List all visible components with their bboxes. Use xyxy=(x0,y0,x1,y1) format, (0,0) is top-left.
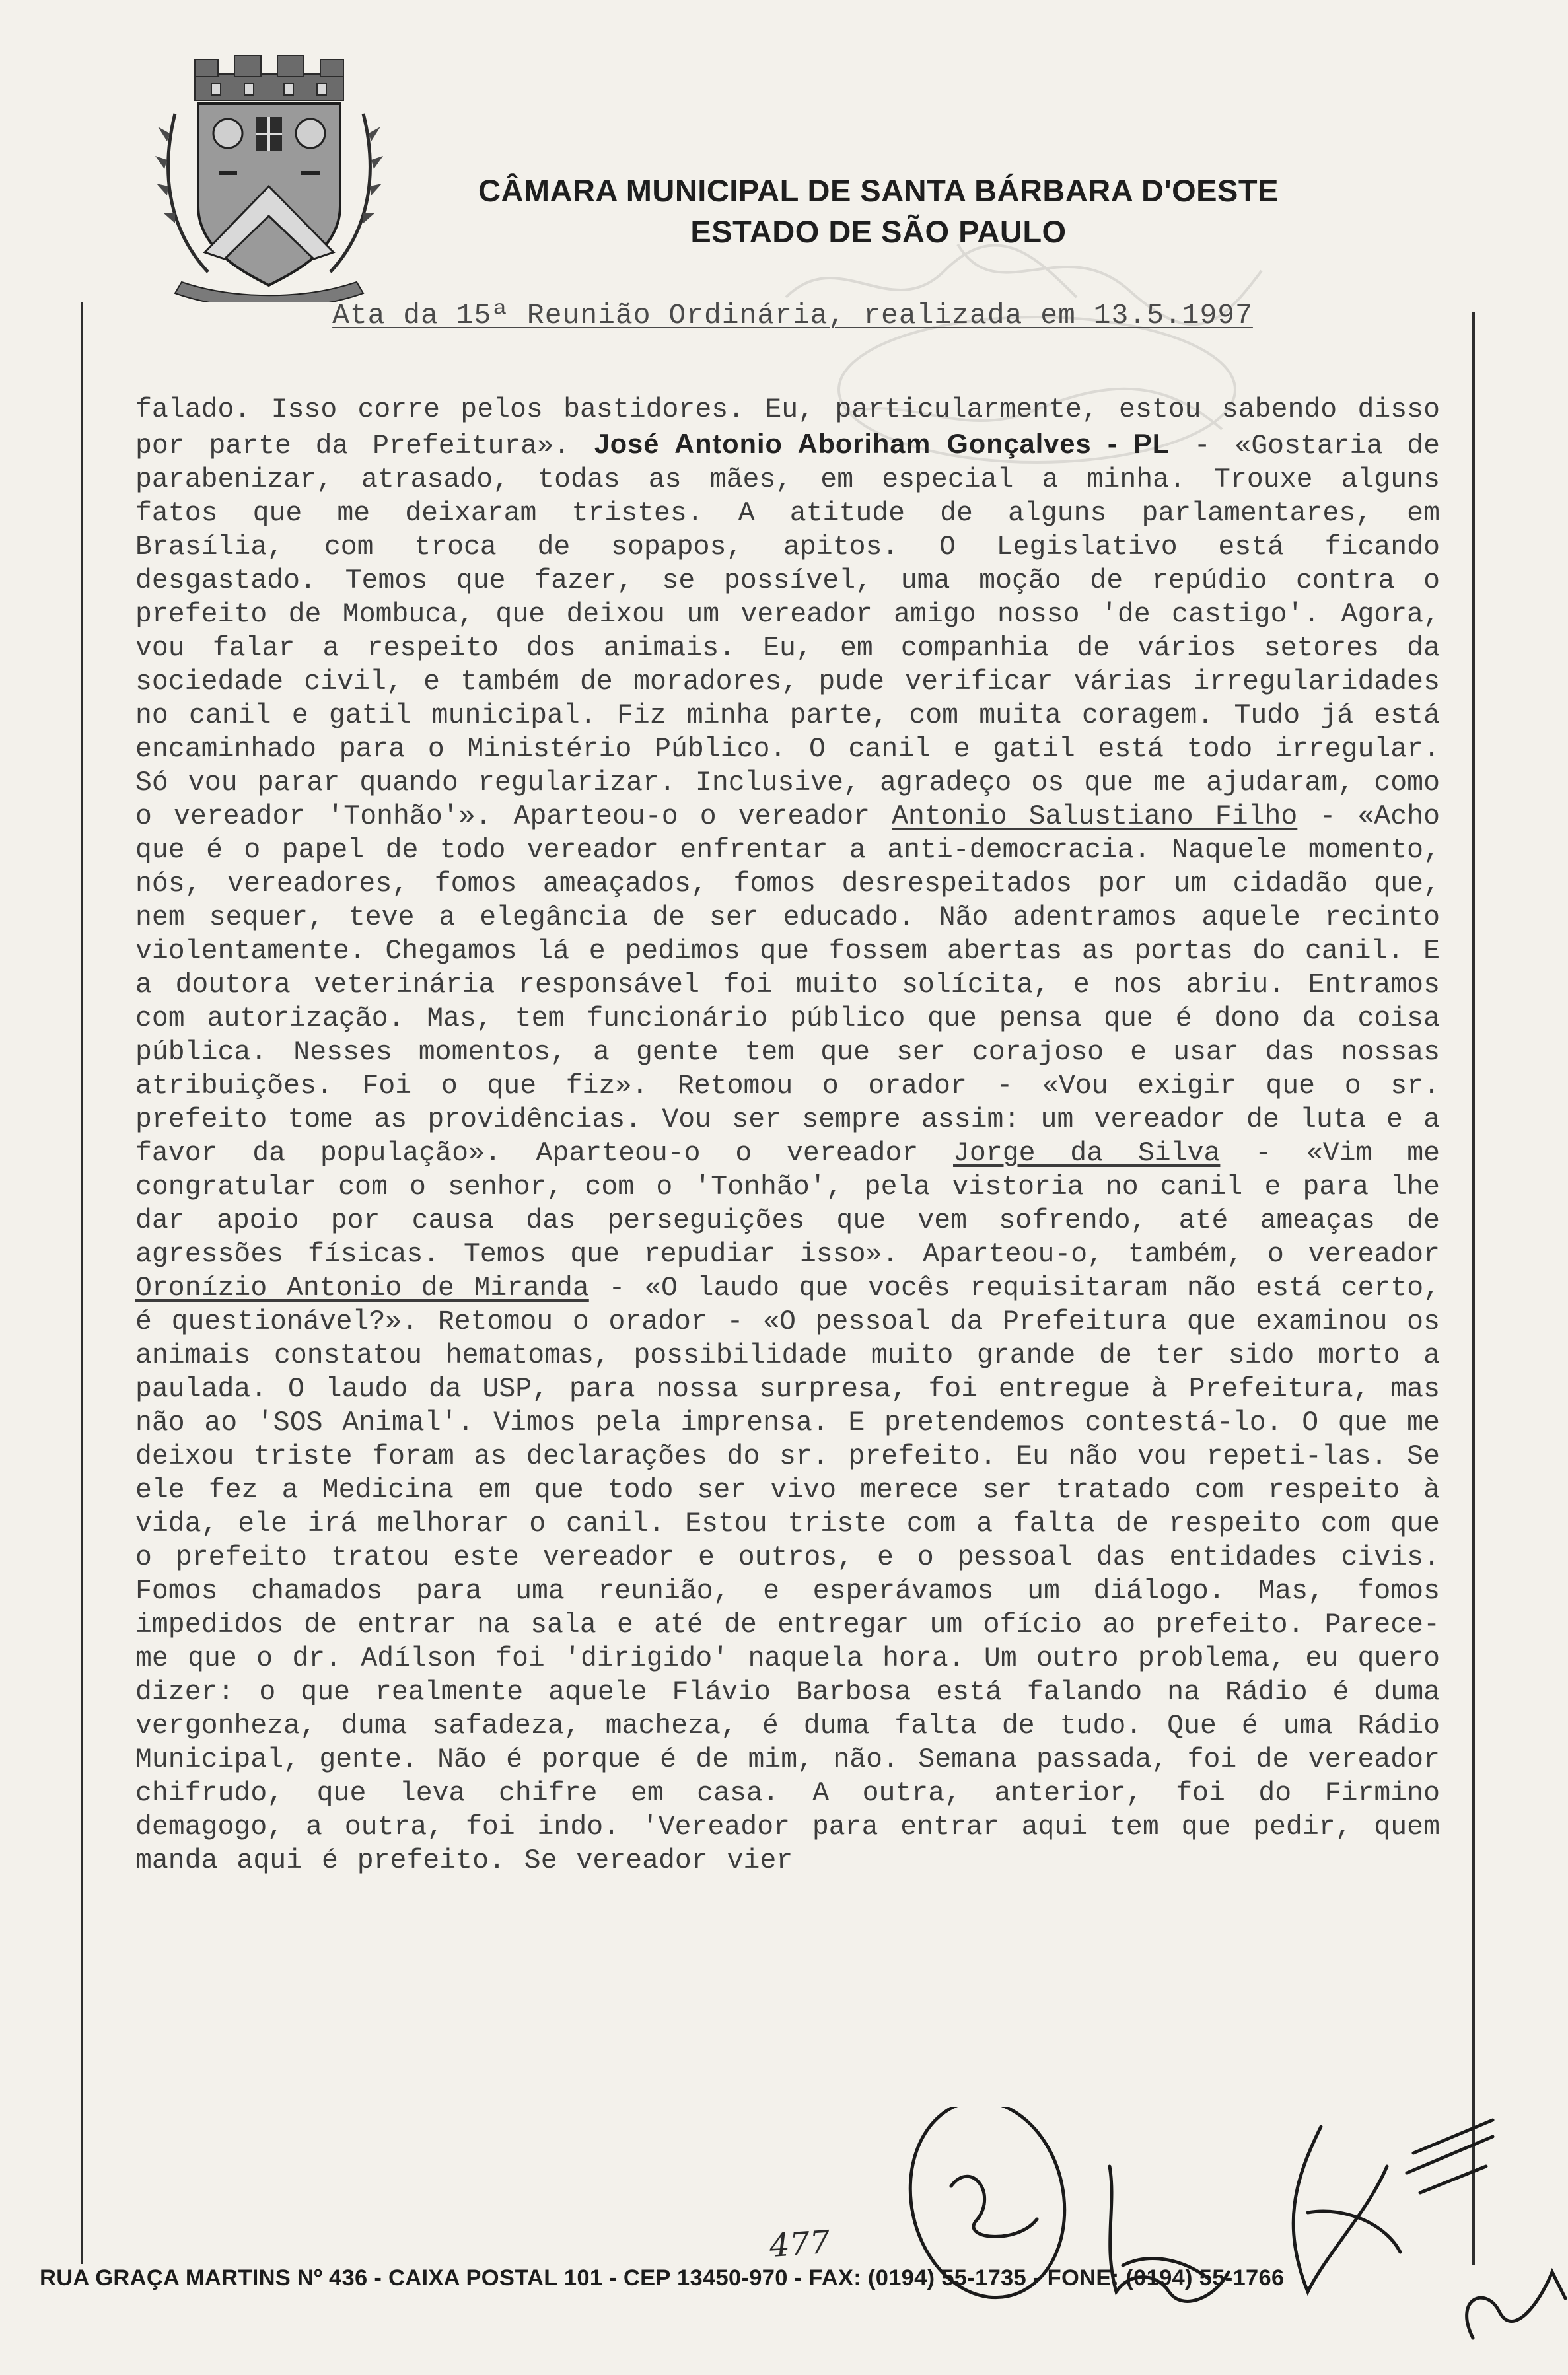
minutes-body-text xyxy=(135,393,1440,1878)
body-text-run: falado. Isso corre pelos bastidores. Eu, particularmente, estou sabendo disso por parte da Prefeitura». xyxy=(135,394,1440,462)
footer-address: RUA GRAÇA MARTINS Nº 436 - CAIXA POSTAL 101 - CEP 13450-970 - FAX: (0194) 55-1735 - FONE: (0194) 55-1766 xyxy=(40,2265,1285,2290)
minutes-title: Ata da 15ª Reunião Ordinária, realizada em 13.5.1997 xyxy=(332,299,1253,332)
institution-name: CÂMARA MUNICIPAL DE SANTA BÁRBARA D'OESTE xyxy=(478,173,1279,208)
speaker-name: José Antonio Aboriham Gonçalves - PL xyxy=(594,428,1170,459)
councilor-name: Jorge da Silva xyxy=(953,1138,1221,1169)
municipal-crest-icon xyxy=(155,54,383,302)
body-text-run: - «O laudo que vocês requisitaram não está certo, é questionável?». Retomou o orador - «O pessoal da Prefeitura que examinou os animais constatou hematomas, possibilidade muito grande de ter sido morto a paulada. O laudo da USP, para nossa surpresa, foi entregue à Prefeitura, mas não ao 'SOS Animal'. Vimos pela imprensa. E pretendemos contestá-lo. O que me deixou triste foram as declarações do sr. prefeito. Eu não vou repeti-las. Se ele fez a Medicina em que todo ser vivo merece ser tratado com respeito à vida, ele irá melhorar o canil. Estou triste com a falta de respeito com que o prefeito tratou este vereador e outros, e o pessoal das entidades civis. Fomos chamados para uma reunião, e esperávamos um diálogo. Mas, fomos impedidos de entrar na sala e até de entregar um ofício ao prefeito. Parece-me que o dr. Adílson foi 'dirigido' naquela hora. Um outro problema, eu quero dizer: o que realmente aquele Flávio Barbosa está falando na Rádio é duma vergonheza, duma safadeza, macheza, é duma falta de tudo. Que é uma Rádio Municipal, gente. Não é porque é de mim, não. Semana passada, foi de vereador chifrudo, que leva chifre em casa. A outra, anterior, foi do Firmino demagogo, a outra, foi indo. 'Vereador para entrar aqui tem que pedir, quem manda aqui é prefeito. Se vereador vier xyxy=(135,1273,1440,1876)
page-header xyxy=(423,170,1334,252)
councilor-name: Antonio Salustiano Filho xyxy=(892,801,1298,832)
right-margin-rule xyxy=(1472,312,1475,2265)
state-name: ESTADO DE SÃO PAULO xyxy=(690,214,1067,249)
body-text-run: - «Vim me congratular com o senhor, com o 'Tonhão', pela vistoria no canil e para lhe dar apoio por causa das perseguições que vem sofrendo, até ameaças de agressões físicas. Temos que repudiar isso». Aparteou-o, também, o vereador xyxy=(135,1138,1440,1270)
body-text-run: - «Acho que é o papel de todo vereador enfrentar a anti-democracia. Naquele momento, nós, vereadores, fomos ameaçados, fomos desrespeitados por um cidadão que, nem sequer, teve a elegância de ser educado. Não adentramos aquele recinto violentamente. Chegamos lá e pedimos que fossem abertas as portas do canil. E a doutora veterinária responsável foi muito solícita, e nos abriu. Entramos com autorização. Mas, tem funcionário público que pensa que é dono da coisa pública. Nesses momentos, a gente tem que ser corajoso e usar das nossas atribuições. Foi o que fiz». Retomou o orador - «Vou exigir que o sr. prefeito tome as providências. Vou ser sempre assim: um vereador de luta e a favor da população». Aparteou-o o vereador xyxy=(135,801,1441,1169)
body-text-run: - «Gostaria de parabenizar, atrasado, todas as mães, em especial a minha. Trouxe alguns fatos que me deixaram tristes. A atitude de alguns parlamentares, em Brasília, com troca de sopapos, apitos. O Legislativo está ficando desgastado. Temos que fazer, se possível, uma moção de repúdio contra o prefeito de Mombuca, que deixou um vereador amigo nosso 'de castigo'. Agora, vou falar a respeito dos animais. Eu, em companhia de vários setores da sociedade civil, e também de moradores, pude verificar várias irregularidades no canil e gatil municipal. Fiz minha parte, com muita coragem. Tudo já está encaminhado para o Ministério Público. O canil e gatil está todo irregular. Só vou parar quando regularizar. Inclusive, agradeço os que me ajudaram, como o vereador 'Tonhão'». Aparteou-o o vereador xyxy=(135,431,1441,832)
page-number: 477 xyxy=(768,2223,832,2265)
councilor-name: Oronízio Antonio de Miranda xyxy=(135,1273,589,1304)
signatures-icon xyxy=(859,2107,1568,2371)
left-margin-rule xyxy=(81,302,83,2264)
